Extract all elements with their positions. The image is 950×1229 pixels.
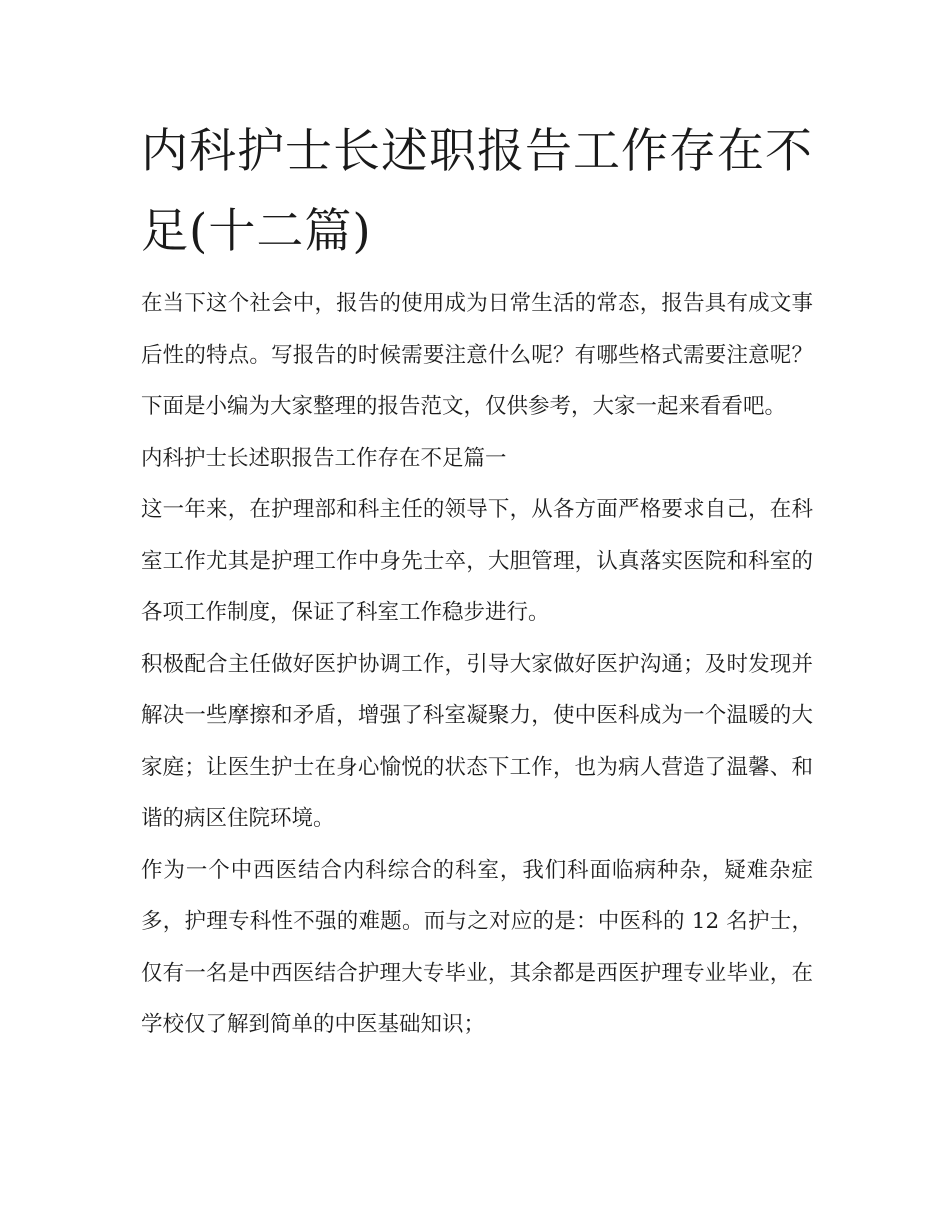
section-heading: 内科护士长述职报告工作存在不足篇一 [141,445,507,471]
body-paragraph: 积极配合主任做好医护协调工作，引导大家做好医护沟通；及时发现并解决一些摩擦和矛盾，增强了科室凝聚力，使中医科成为一个温暖的大家庭；让医生护士在身心愉悦的状态下工作，也为病人营造了温馨、和谐的病区住院环境。 [141,651,813,831]
document-title: 内科护士长述职报告工作存在不足(十二篇) [141,124,813,259]
body-paragraph: 这一年来，在护理部和科主任的领导下，从各方面严格要求自己，在科室工作尤其是护理工作中身先士卒，大胆管理，认真落实医院和科室的各项工作制度，保证了科室工作稳步进行。 [141,497,813,625]
intro-paragraph: 在当下这个社会中，报告的使用成为日常生活的常态，报告具有成文事后性的特点。写报告的时候需要注意什么呢？有哪些格式需要注意呢？下面是小编为大家整理的报告范文，仅供参考，大家一起来看看吧。 [141,291,813,419]
body-paragraph: 作为一个中西医结合内科综合的科室，我们科面临病种杂，疑难杂症多，护理专科性不强的难题。而与之对应的是：中医科的 12 名护士，仅有一名是中西医结合护理大专毕业，其余都是西医护理专业毕业，在学校仅了解到简单的中医基础知识； [141,857,813,1037]
document-body [141,112,813,1051]
